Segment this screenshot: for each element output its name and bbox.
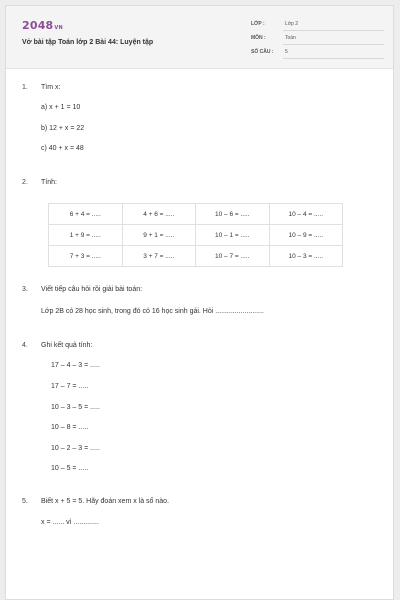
table-row (49, 204, 343, 225)
question-text: Tính: (41, 179, 57, 186)
question-number: 4. (22, 342, 28, 349)
table-cell: 10 – 9 = ..... (269, 225, 343, 246)
table-cell: 10 – 4 = ..... (269, 204, 343, 225)
question-item: 17 – 7 = ..... (51, 383, 89, 390)
table-cell: 9 + 1 = ..... (122, 225, 196, 246)
question-item: 17 – 4 – 3 = ..... (51, 362, 100, 369)
table-cell: 3 + 7 = ..... (122, 246, 196, 267)
logo-suffix: VN (54, 25, 63, 31)
question-item: 10 – 3 – 5 = ..... (51, 404, 100, 411)
meta-underline (283, 44, 384, 45)
site-logo[interactable] (22, 19, 63, 32)
question-number: 1. (22, 84, 28, 91)
question-item: b) 12 + x = 22 (41, 125, 85, 132)
page-title: Vở bài tập Toán lớp 2 Bài 44: Luyện tập (22, 39, 154, 46)
table-row (49, 225, 343, 246)
logo-text: 2048 (22, 19, 54, 32)
question-text: Ghi kết quả tính: (41, 342, 93, 349)
meta-value: Toán (285, 35, 296, 41)
question-text: Biết x + 5 = 5. Hãy đoán xem x là số nào. (41, 498, 170, 505)
table-cell: 10 – 3 = ..... (269, 246, 343, 267)
question-number: 2. (22, 179, 28, 186)
question-text: Tìm x: (41, 84, 61, 91)
table-cell: 10 – 6 = ..... (196, 204, 270, 225)
table-cell: 4 + 6 = ..... (122, 204, 196, 225)
question-item: a) x + 1 = 10 (41, 104, 81, 111)
worksheet-header (6, 6, 393, 69)
table-row (49, 246, 343, 267)
question-item: 10 – 8 = ..... (51, 424, 89, 431)
question-detail: Lớp 2B có 28 học sinh, trong đó có 16 học sinh gái. Hỏi ......................... (41, 308, 264, 315)
meta-label: MÔN : (251, 35, 266, 41)
question-item: c) 40 + x = 48 (41, 145, 84, 152)
meta-underline (283, 58, 384, 59)
meta-count-row (251, 48, 384, 58)
meta-label: LỚP : (251, 21, 265, 27)
meta-value: Lớp 2 (285, 21, 299, 27)
meta-underline (283, 30, 384, 31)
question-item: 10 – 5 = ..... (51, 465, 89, 472)
calculation-table (48, 203, 343, 267)
table-cell: 1 + 9 = ..... (49, 225, 123, 246)
meta-subject-row (251, 34, 384, 44)
question-text: Viết tiếp câu hỏi rồi giải bài toán: (41, 286, 143, 293)
meta-class-row (251, 20, 384, 30)
table-cell: 7 + 3 = ..... (49, 246, 123, 267)
table-cell: 6 + 4 = ..... (49, 204, 123, 225)
meta-label: SỐ CÂU : (251, 49, 274, 55)
meta-value: 5 (285, 49, 288, 55)
question-item: 10 – 2 – 3 = ..... (51, 445, 100, 452)
question-detail: x = ...... vì ............. (41, 519, 99, 526)
question-number: 5. (22, 498, 28, 505)
table-cell: 10 – 1 = ..... (196, 225, 270, 246)
question-number: 3. (22, 286, 28, 293)
worksheet-page (5, 5, 394, 600)
table-cell: 10 – 7 = ..... (196, 246, 270, 267)
